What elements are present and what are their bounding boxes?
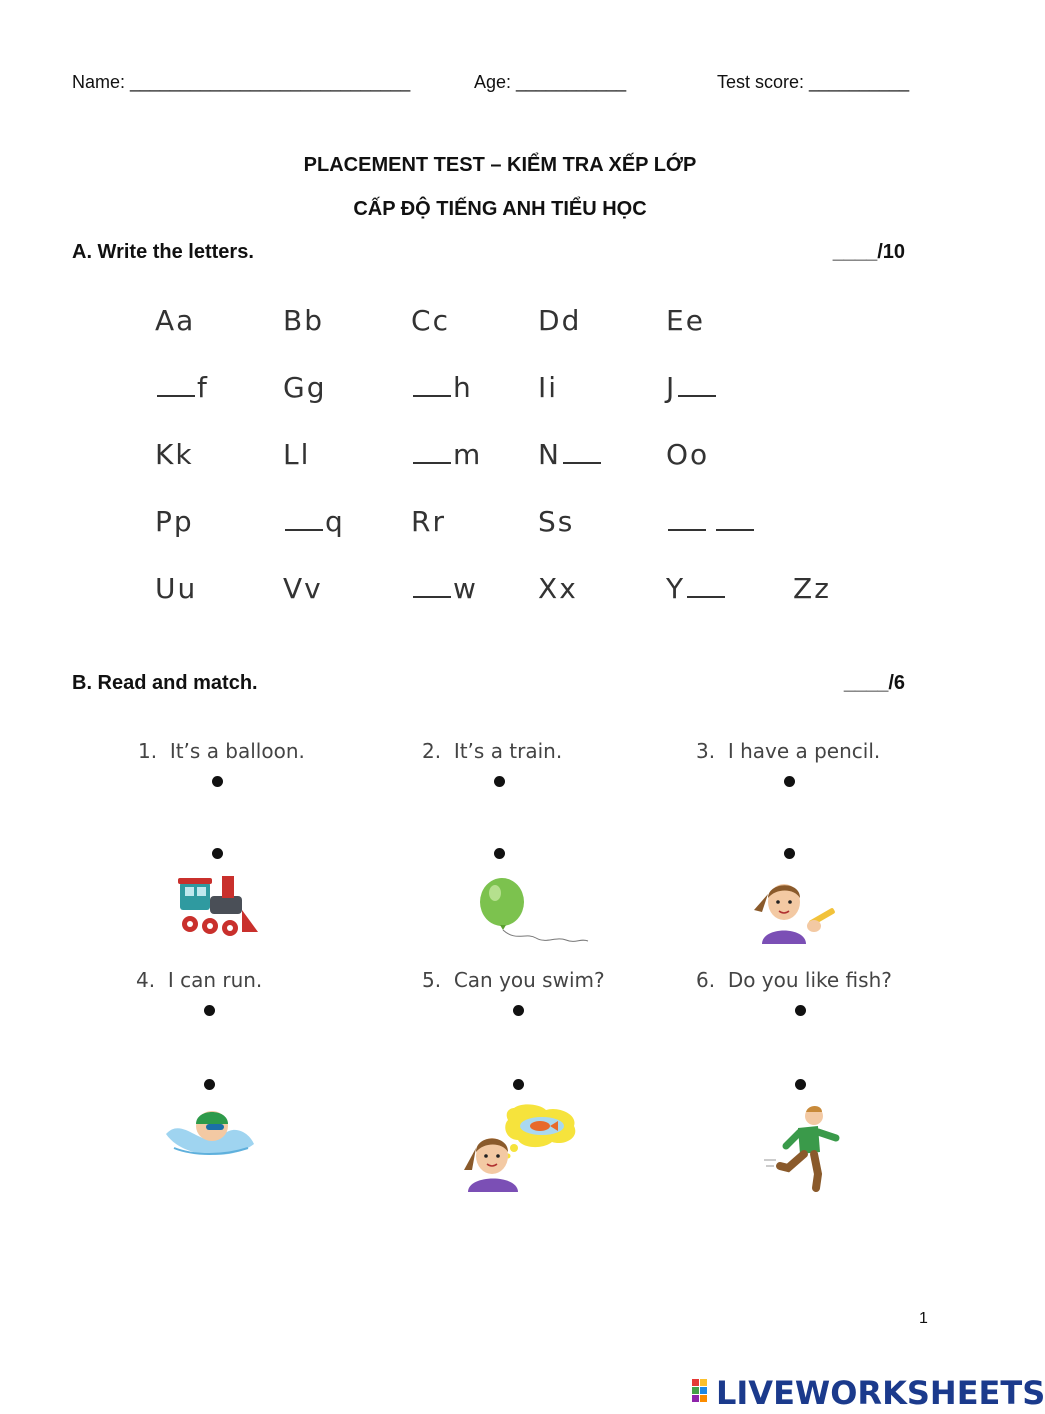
letter-pair bbox=[283, 304, 324, 337]
girl-with-pencil-picture bbox=[748, 874, 840, 944]
letter-glyph: V bbox=[283, 572, 305, 605]
letter-glyph: Y bbox=[666, 572, 686, 605]
girl-thinking-fish-picture bbox=[462, 1104, 580, 1192]
section-b-heading: B. Read and match. bbox=[72, 672, 258, 694]
liveworksheets-logo-icon bbox=[692, 1379, 716, 1407]
sentence-5: 5. Can you swim? bbox=[422, 968, 605, 992]
match-dot-sentence-5[interactable] bbox=[513, 1005, 524, 1016]
letter-glyph: g bbox=[306, 371, 327, 404]
letter-blank[interactable] bbox=[413, 595, 451, 598]
letter-glyph: S bbox=[538, 505, 558, 538]
section-a-score: ____/10 bbox=[832, 241, 905, 263]
running-boy-picture bbox=[762, 1104, 842, 1192]
letter-blank[interactable] bbox=[668, 528, 706, 531]
letter-pair bbox=[666, 304, 705, 337]
letter-pair[interactable] bbox=[666, 371, 718, 404]
letter-pair bbox=[155, 572, 197, 605]
letter-blank[interactable] bbox=[413, 461, 451, 464]
letter-glyph: p bbox=[173, 505, 194, 538]
match-dot-picture-swimmer[interactable] bbox=[204, 1079, 215, 1090]
letter-pair[interactable] bbox=[411, 572, 478, 605]
page-number: 1 bbox=[919, 1310, 928, 1327]
letter-glyph: a bbox=[176, 304, 196, 337]
sentence-6: 6. Do you like fish? bbox=[696, 968, 892, 992]
letter-glyph: C bbox=[411, 304, 433, 337]
letter-pair bbox=[538, 505, 574, 538]
liveworksheets-logo bbox=[692, 1374, 1045, 1412]
letter-pair bbox=[283, 572, 323, 605]
letter-glyph: q bbox=[325, 505, 345, 538]
match-dot-sentence-2[interactable] bbox=[494, 776, 505, 787]
letter-pair bbox=[283, 438, 310, 471]
letter-glyph: x bbox=[559, 572, 578, 605]
letter-glyph: D bbox=[538, 304, 562, 337]
letter-glyph: w bbox=[453, 572, 478, 605]
letter-glyph: P bbox=[155, 505, 174, 538]
section-a-heading: A. Write the letters. bbox=[72, 241, 254, 263]
letter-glyph: e bbox=[685, 304, 705, 337]
match-dot-sentence-6[interactable] bbox=[795, 1005, 806, 1016]
train-picture bbox=[176, 872, 260, 942]
letter-glyph: B bbox=[283, 304, 305, 337]
letter-glyph: d bbox=[561, 304, 582, 337]
letter-pair[interactable] bbox=[538, 438, 603, 471]
letter-pair bbox=[283, 371, 326, 404]
letter-blank[interactable] bbox=[687, 595, 725, 598]
letter-pair[interactable] bbox=[666, 505, 762, 538]
match-dot-picture-train[interactable] bbox=[212, 848, 223, 859]
letter-glyph: U bbox=[155, 572, 178, 605]
letter-blank[interactable] bbox=[413, 394, 451, 397]
letter-glyph: k bbox=[175, 438, 194, 471]
letter-blank[interactable] bbox=[285, 528, 323, 531]
match-dot-picture-balloon[interactable] bbox=[494, 848, 505, 859]
letter-pair[interactable] bbox=[666, 572, 727, 605]
age-field: Age: ___________ bbox=[474, 72, 627, 92]
letter-glyph: K bbox=[155, 438, 176, 471]
letter-blank[interactable] bbox=[678, 394, 716, 397]
balloon-picture bbox=[476, 876, 590, 946]
letter-glyph: s bbox=[557, 505, 575, 538]
letter-glyph: X bbox=[538, 572, 560, 605]
letter-glyph: O bbox=[666, 438, 691, 471]
letter-pair bbox=[666, 438, 709, 471]
match-dot-sentence-3[interactable] bbox=[784, 776, 795, 787]
letter-glyph: Z bbox=[793, 572, 815, 605]
match-dot-picture-pencil-girl[interactable] bbox=[784, 848, 795, 859]
match-dot-picture-fish-girl[interactable] bbox=[513, 1079, 524, 1090]
letter-glyph: L bbox=[283, 438, 301, 471]
letter-glyph: h bbox=[453, 371, 473, 404]
letter-glyph: m bbox=[453, 438, 483, 471]
letter-glyph: G bbox=[283, 371, 307, 404]
letter-pair[interactable] bbox=[283, 505, 345, 538]
letter-glyph: o bbox=[690, 438, 710, 471]
letter-pair bbox=[538, 572, 578, 605]
section-b-score: ____/6 bbox=[843, 672, 905, 694]
letter-pair bbox=[411, 304, 450, 337]
match-dot-sentence-4[interactable] bbox=[204, 1005, 215, 1016]
letter-pair bbox=[538, 304, 581, 337]
letter-blank[interactable] bbox=[157, 394, 195, 397]
letter-glyph: I bbox=[538, 371, 549, 404]
letter-pair bbox=[538, 371, 558, 404]
letter-pair[interactable] bbox=[411, 438, 482, 471]
swimmer-picture bbox=[164, 1104, 256, 1160]
sentence-2: 2. It’s a train. bbox=[422, 739, 563, 763]
letter-glyph: f bbox=[197, 371, 209, 404]
letter-glyph: N bbox=[538, 438, 561, 471]
letter-blank[interactable] bbox=[563, 461, 601, 464]
letter-glyph: u bbox=[177, 572, 198, 605]
letter-pair bbox=[411, 505, 446, 538]
letter-glyph: l bbox=[300, 438, 311, 471]
name-field: Name: ____________________________ bbox=[72, 72, 411, 92]
letter-glyph: R bbox=[411, 505, 433, 538]
letter-pair bbox=[793, 572, 831, 605]
letter-glyph: i bbox=[548, 371, 559, 404]
letter-blank[interactable] bbox=[716, 528, 754, 531]
letter-pair bbox=[155, 438, 194, 471]
letter-glyph: A bbox=[155, 304, 177, 337]
test-score-field: Test score: __________ bbox=[717, 72, 910, 92]
sentence-4: 4. I can run. bbox=[136, 968, 263, 992]
match-dot-sentence-1[interactable] bbox=[212, 776, 223, 787]
letter-glyph: v bbox=[304, 572, 323, 605]
letter-glyph: r bbox=[432, 505, 446, 538]
liveworksheets-logo-text: LIVEWORKSHEETS bbox=[716, 1374, 1045, 1412]
letter-pair[interactable] bbox=[411, 371, 473, 404]
page-subtitle: CẤP ĐỘ TIẾNG ANH TIỂU HỌC bbox=[353, 198, 647, 220]
page-title: PLACEMENT TEST – KIỂM TRA XẾP LỚP bbox=[303, 154, 697, 176]
sentence-1: 1. It’s a balloon. bbox=[138, 739, 305, 763]
letter-pair bbox=[155, 304, 195, 337]
letter-pair[interactable] bbox=[155, 371, 209, 404]
letter-glyph: b bbox=[304, 304, 324, 337]
match-dot-picture-runner[interactable] bbox=[795, 1079, 806, 1090]
sentence-3: 3. I have a pencil. bbox=[696, 739, 881, 763]
letter-glyph: c bbox=[432, 304, 450, 337]
letter-pair bbox=[155, 505, 194, 538]
letter-glyph: J bbox=[666, 371, 677, 404]
letter-glyph: z bbox=[814, 572, 831, 605]
letter-glyph: E bbox=[666, 304, 686, 337]
